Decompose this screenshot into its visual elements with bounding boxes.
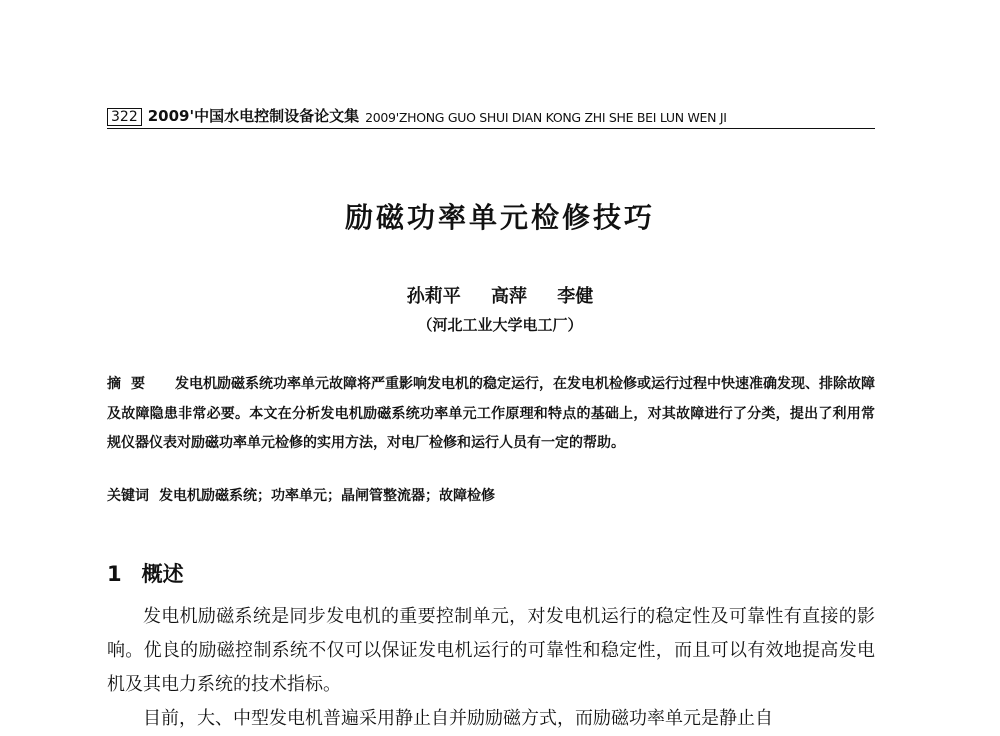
author: 高萍 bbox=[491, 286, 527, 307]
author: 孙莉平 bbox=[406, 286, 461, 307]
section-body bbox=[107, 600, 875, 736]
paper-title: 励磁功率单元检修技巧 bbox=[344, 201, 655, 234]
section-heading bbox=[107, 558, 184, 588]
abstract bbox=[107, 370, 875, 459]
section-number: 1 bbox=[107, 562, 122, 586]
page-number: 322 bbox=[107, 108, 142, 126]
paragraph: 发电机励磁系统是同步发电机的重要控制单元，对发电机运行的稳定性及可靠性有直接的影响。优良的励磁控制系统不仅可以保证发电机运行的可靠性和稳定性，而且可以有效地提高发电机及其电力系统的技术指标。 bbox=[107, 606, 875, 695]
journal-title-pinyin: 2009'ZHONG GUO SHUI DIAN KONG ZHI SHE BEI LUN WEN JI bbox=[365, 110, 727, 125]
running-header bbox=[107, 104, 875, 129]
journal-title-chinese: 2009'中国水电控制设备论文集 bbox=[147, 107, 360, 125]
keywords-text: 发电机励磁系统；功率单元；晶闸管整流器；故障检修 bbox=[159, 488, 495, 504]
author-list bbox=[0, 282, 1000, 308]
keywords bbox=[107, 482, 875, 511]
keywords-label: 关键词 bbox=[107, 488, 149, 504]
author: 李健 bbox=[557, 286, 594, 307]
author-affiliation: （河北工业大学电工厂） bbox=[417, 316, 583, 334]
abstract-text: 发电机励磁系统功率单元故障将严重影响发电机的稳定运行，在发电机检修或运行过程中快速准确发现、排除故障及故障隐患非常必要。本文在分析发电机励磁系统功率单元工作原理和特点的基础上，对其故障进行了分类，提出了利用常规仪器仪表对励磁功率单元检修的实用方法，对电厂检修和运行人员有一定的帮助。 bbox=[107, 376, 875, 451]
section-title: 概述 bbox=[141, 562, 184, 586]
paragraph: 目前，大、中型发电机普遍采用静止自并励励磁方式，而励磁功率单元是静止自 bbox=[143, 708, 773, 729]
abstract-label: 摘要 bbox=[107, 376, 155, 392]
